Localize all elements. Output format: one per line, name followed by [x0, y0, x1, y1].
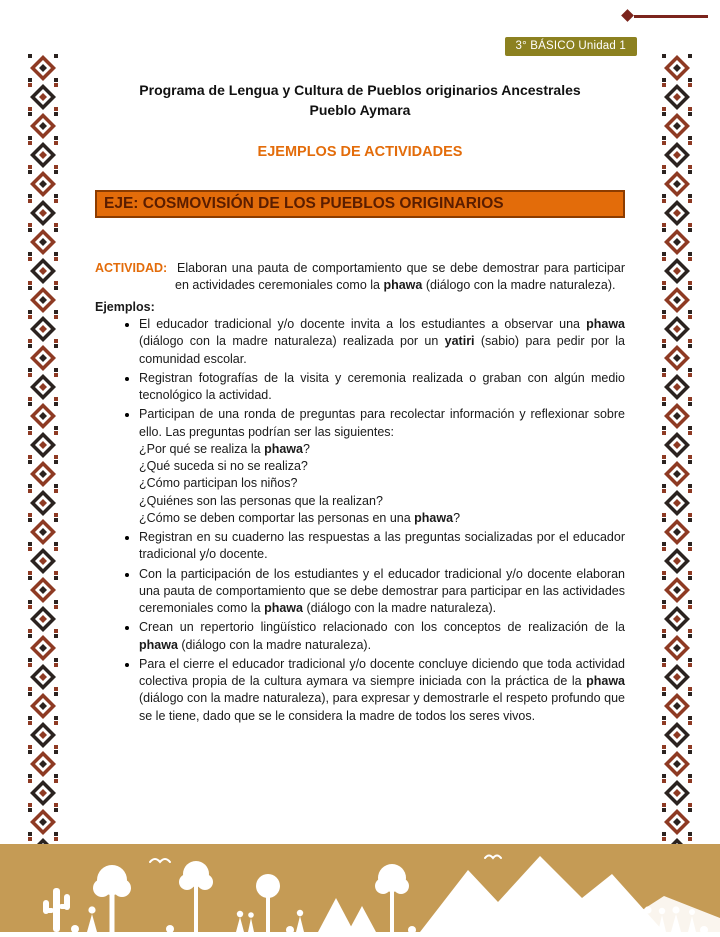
corner-rule-icon: [634, 15, 708, 18]
unit-badge: 3° BÁSICO Unidad 1: [505, 37, 637, 56]
list-item: • Con la participación de los estudiantes y el educador tradicional y/o docente elaboran una pauta de comportamiento que se debe demostrar para participar en las actividades ceremoniales como la phawa (diálogo con la madre naturaleza).: [139, 566, 625, 618]
footer-illustration: [0, 844, 720, 932]
program-title-line2: Pueblo Aymara: [309, 102, 411, 118]
andean-border-left-icon: [28, 54, 58, 844]
eje-banner: [95, 190, 625, 218]
activity-label: ACTIVIDAD:: [95, 260, 168, 275]
list-item: • Registran en su cuaderno las respuestas a las preguntas socializadas por el educador tradicional y/o docente.: [139, 529, 625, 564]
corner-diamond-icon: [621, 9, 634, 22]
activity-text: Elaboran una pauta de comportamiento que se debe demostrar para participar en actividades ceremoniales como la phawa (diálogo con la madre naturaleza).: [175, 260, 625, 292]
list-item: • Crean un repertorio lingüístico relacionado con los conceptos de realización de la phawa (diálogo con la madre naturaleza).: [139, 619, 625, 654]
examples-label: Ejemplos:: [95, 300, 155, 314]
andean-border-right-icon: [662, 54, 692, 844]
list-item: • El educador tradicional y/o docente invita a los estudiantes a observar una phawa (diálogo con la madre naturaleza) realizada por un yatiri (sabio) para pedir por la comunidad escolar.: [139, 316, 625, 368]
eje-banner-text: EJE: COSMOVISIÓN DE LOS PUEBLOS ORIGINARIOS: [104, 195, 504, 212]
examples-section: [95, 316, 625, 727]
program-title-line1: Programa de Lengua y Cultura de Pueblos originarios Ancestrales: [139, 82, 581, 98]
activities-heading: EJEMPLOS DE ACTIVIDADES: [257, 144, 463, 160]
list-item: • Registran fotografías de la visita y ceremonia realizada o graban con algún medio tecnológico la actividad.: [139, 370, 625, 405]
list-item: • Participan de una ronda de preguntas para recolectar información y reflexionar sobre ello. Las preguntas podrían ser las siguientes: ¿Por qué se realiza la phawa? ¿Qué suceda si no se realiza? ¿Cómo participan los niños? ¿Quiénes son las personas que la realizan? ¿Cómo se deben comportar las personas en una phawa?: [139, 406, 625, 527]
andean-landscape-silhouette-icon: [0, 844, 720, 932]
list-item: • Para el cierre el educador tradicional y/o docente concluye diciendo que toda actividad colectiva propia de la cultura aymara va siempre iniciada con la práctica de la phawa (diálogo con la madre naturaleza), para expresar y demostrarle el respeto profundo que se le tiene, dado que se le considera la madre de todos los seres vivos.: [139, 656, 625, 725]
examples-list: [95, 316, 625, 725]
activity-paragraph: [95, 260, 625, 295]
program-title: [90, 80, 630, 120]
